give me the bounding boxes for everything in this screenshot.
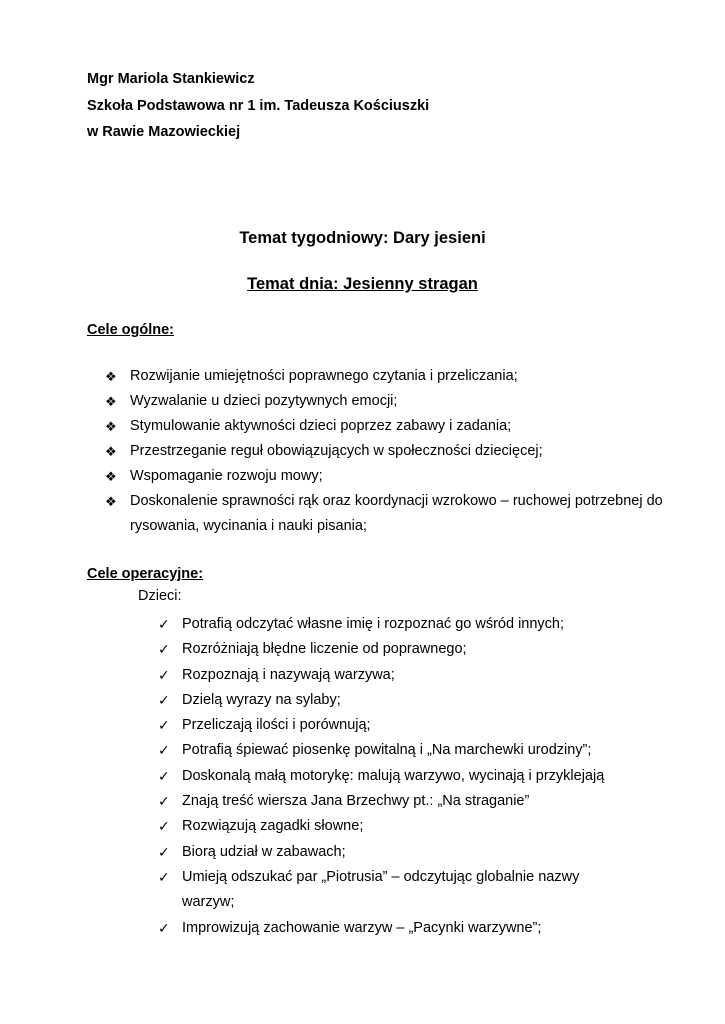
subject-label: Dzieci: <box>138 588 182 604</box>
list-item: ✓ Rozwiązują zagadki słowne; <box>158 814 618 839</box>
checkmark-icon: ✓ <box>158 691 170 708</box>
checkmark-icon: ✓ <box>158 868 170 885</box>
daily-topic-title: Temat dnia: Jesienny stragan <box>247 275 478 293</box>
general-goals-heading: Cele ogólne: <box>87 322 175 338</box>
diamond-bullet-icon: ❖ <box>105 469 117 484</box>
list-item: ❖ Rozwijanie umiejętności poprawnego czytania i przeliczania; <box>105 364 665 389</box>
list-item: ✓ Potrafią odczytać własne imię i rozpoznać go wśród innych; <box>158 612 618 637</box>
checkmark-icon: ✓ <box>158 843 170 860</box>
list-item: ❖ Stymulowanie aktywności dzieci poprzez zabawy i zadania; <box>105 414 665 439</box>
general-goals-list <box>105 364 665 539</box>
checkmark-icon: ✓ <box>158 767 170 784</box>
list-item: ✓ Dzielą wyrazy na sylaby; <box>158 688 618 713</box>
list-item: ❖ Wyzwalanie u dzieci pozytywnych emocji; <box>105 389 665 414</box>
list-item: ✓ Biorą udział w zabawach; <box>158 840 618 865</box>
checkmark-icon: ✓ <box>158 742 170 759</box>
checkmark-icon: ✓ <box>158 616 170 632</box>
list-item: ✓ Potrafią śpiewać piosenkę powitalną i „Na marchewki urodziny”; <box>158 738 618 763</box>
diamond-bullet-icon: ❖ <box>105 444 117 459</box>
diamond-bullet-icon: ❖ <box>105 369 117 384</box>
diamond-bullet-icon: ❖ <box>105 419 117 434</box>
weekly-topic-title: Temat tygodniowy: Dary jesieni <box>239 229 486 247</box>
diamond-bullet-icon: ❖ <box>105 494 117 509</box>
checkmark-icon: ✓ <box>158 919 170 936</box>
checkmark-icon: ✓ <box>158 818 170 835</box>
checkmark-icon: ✓ <box>158 666 170 683</box>
list-item: ✓ Rozróżniają błędne liczenie od poprawnego; <box>158 637 618 662</box>
list-item: ✓ Umieją odszukać par „Piotrusia” – odczytując globalnie nazwy warzyw; <box>158 865 618 916</box>
list-item: ✓ Rozpoznają i nazywają warzywa; <box>158 663 618 688</box>
checkmark-icon: ✓ <box>158 793 170 810</box>
checkmark-icon: ✓ <box>158 641 170 658</box>
list-item: ❖ Przestrzeganie reguł obowiązujących w społeczności dziecięcej; <box>105 439 665 464</box>
list-item: ✓ Przeliczają ilości i porównują; <box>158 713 618 738</box>
list-item: ❖ Wspomaganie rozwoju mowy; <box>105 464 665 489</box>
author-name: Mgr Mariola Stankiewicz <box>87 71 255 87</box>
list-item: ✓ Doskonalą małą motorykę: malują warzywo, wycinają i przyklejają <box>158 764 618 789</box>
list-item: ✓ Improwizują zachowanie warzyw – „Pacynki warzywne”; <box>158 916 618 941</box>
checkmark-icon: ✓ <box>158 717 170 734</box>
school-name: Szkoła Podstawowa nr 1 im. Tadeusza Kościuszki <box>87 97 430 114</box>
list-item: ❖ Doskonalenie sprawności rąk oraz koordynacji wzrokowo – ruchowej potrzebnej do rysowania, wycinania i nauki pisania; <box>105 489 665 539</box>
list-item: ✓ Znają treść wiersza Jana Brzechwy pt.: „Na straganie” <box>158 789 618 814</box>
operational-goals-list <box>158 612 618 941</box>
school-location: w Rawie Mazowieckiej <box>87 124 241 140</box>
author-block <box>87 66 429 146</box>
operational-goals-heading: Cele operacyjne: <box>87 566 204 582</box>
diamond-bullet-icon: ❖ <box>105 394 117 409</box>
